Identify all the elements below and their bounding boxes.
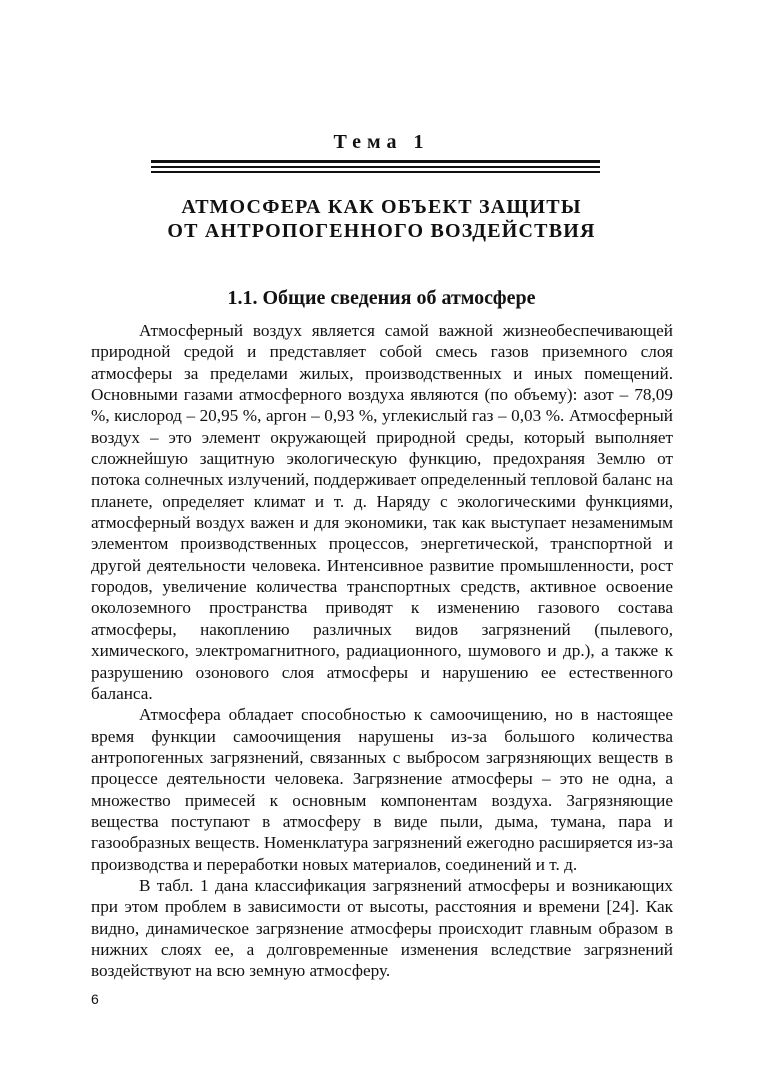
chapter-title	[0, 195, 763, 243]
topic-heading: Тема 1	[333, 131, 430, 153]
chapter-title-line-2: ОТ АНТРОПОГЕННОГО ВОЗДЕЙСТВИЯ	[167, 220, 596, 242]
paragraph-2: Атмосфера обладает способностью к самоочищению, но в настоящее время функции самоочищения нарушены из-за большого количества антропогенных загрязнений, связанных с выбросом загрязняющих веществ в процессе деятельности человека. Загрязнение атмосферы – это не одна, а множество примесей к основным компонентам воздуха. Загрязняющие вещества поступают в атмосферу в виде пыли, дыма, тумана, пара и газообразных веществ. Номенклатура загрязнений ежегодно расширяется из-за производства и переработки новых материалов, соединений и т. д.	[91, 705, 673, 874]
header-rule-thick	[151, 160, 600, 163]
header-rule-thin	[151, 171, 600, 173]
paragraph-3: В табл. 1 дана классификация загрязнений атмосферы и возникающих при этом проблем в зависимости от высоты, расстояния и времени [24]. Как видно, динамическое загрязнение атмосферы происходит главным образом в нижних слоях ее, а долговременные изменения вследствие загрязнений воздействуют на всю земную атмосферу.	[91, 875, 673, 981]
chapter-title-line-1: АТМОСФЕРА КАК ОБЪЕКТ ЗАЩИТЫ	[181, 196, 582, 218]
body-text	[91, 320, 673, 982]
paragraph-1: Атмосферный воздух является самой важной жизнеобеспечивающей природной средой и представляет собой смесь газов приземного слоя атмосферы за пределами жилых, производственных и иных помещений. Основными газами атмосферного воздуха являются (по объему): азот – 78,09 %, кислород – 20,95 %, аргон – 0,93 %, углекислый газ – 0,03 %. Атмосферный воздух – это элемент окружающей природной среды, который выполняет сложнейшую защитную экологическую функцию, предохраняя Землю от потока солнечных излучений, поддерживает определенный тепловой баланс на планете, определяет климат и т. д. Наряду с экологическими функциями, атмосферный воздух важен и для экономики, так как выступает незаменимым элементом производственных процессов, энергетической, транспортной и другой деятельности человека. Интенсивное развитие промышленности, рост городов, увеличение количества транспортных средств, активное освоение околоземного пространства приводят к изменению газового состава атмосферы, накоплению различных видов загрязнений (пылевого, химического, электромагнитного, радиационного, шумового и др.), а также к разрушению озонового слоя атмосферы и нарушению ее естественного баланса.	[91, 321, 673, 703]
page-number: 6	[91, 991, 99, 1007]
header-rule-middle	[151, 166, 600, 168]
section-title: 1.1. Общие сведения об атмосфере	[227, 287, 536, 309]
